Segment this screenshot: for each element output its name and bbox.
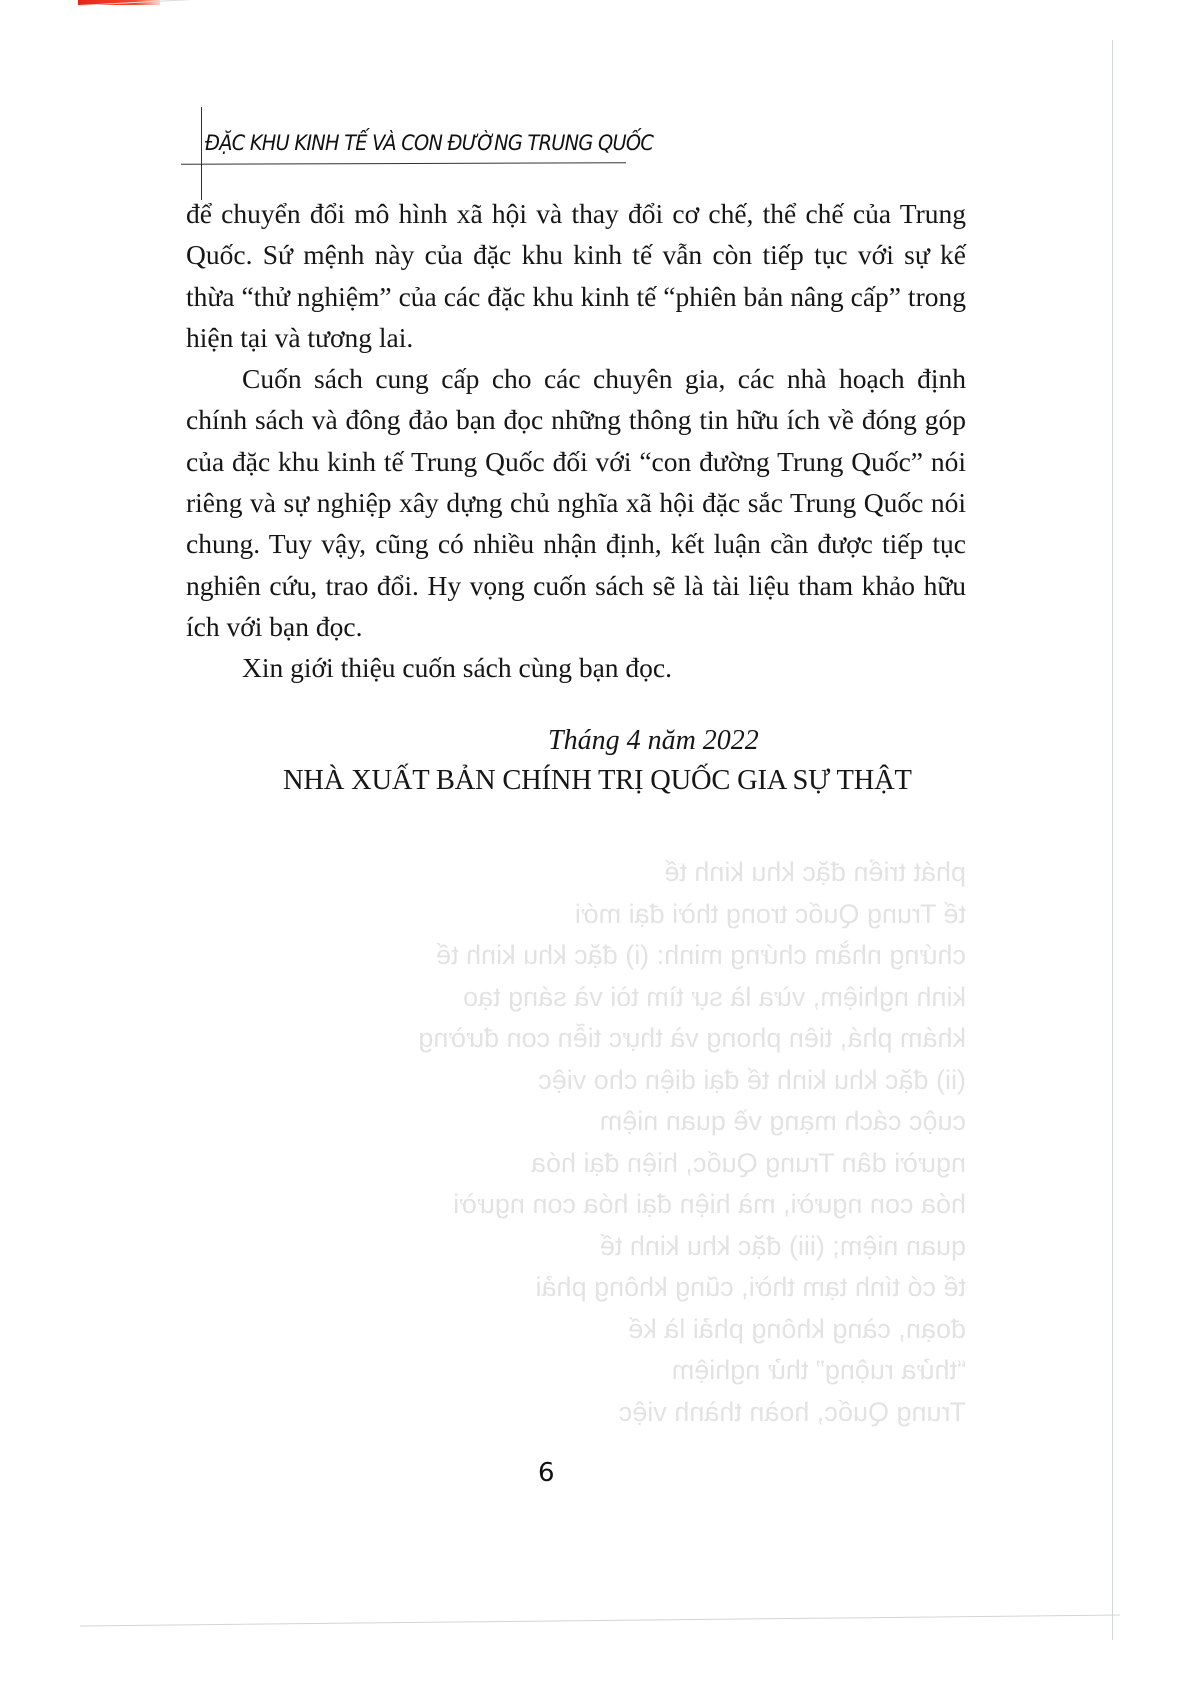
show-through-line: “thửa ruộng” thử nghiệm (671, 1355, 966, 1385)
show-through-line: (ii) đặc khu kinh tế đại diện cho việc (538, 1064, 966, 1095)
header-vertical-rule (201, 107, 202, 200)
body-text (186, 193, 966, 689)
show-through-line: tế Trung Quốc trong thời đại mới (574, 898, 966, 929)
signature-date: Tháng 4 năm 2022 (548, 725, 759, 756)
paragraph-closing: Xin giới thiệu cuốn sách cùng bạn đọc. (242, 652, 672, 684)
page-edge-bottom (80, 1615, 1120, 1627)
paragraph-continuation: để chuyển đổi mô hình xã hội và thay đổi cơ chế, thể chế của Trung Quốc. Sứ mệnh này của đặc khu kinh tế vẫn còn tiếp tục với sự kế thừa “thử nghiệm” của các đặc khu kinh tế “phiên bản nâng cấp” trong hiện tại và tương lai. (186, 198, 966, 353)
show-through-line: Trung Quốc, hoàn thành việc (618, 1396, 966, 1427)
show-through-line: khám phá, tiên phong và thực tiễn con đường (418, 1023, 966, 1053)
paragraph: Cuốn sách cung cấp cho các chuyên gia, các nhà hoạch định chính sách và đông đảo bạn đọc những thông tin hữu ích về đóng góp của đặc khu kinh tế Trung Quốc đối với “con đường Trung Quốc” nói riêng và sự nghiệp xây dựng chủ nghĩa xã hội đặc sắc Trung Quốc nói chung. Tuy vậy, cũng có nhiều nhận định, kết luận cần được tiếp tục nghiên cứu, trao đổi. Hy vọng cuốn sách sẽ là tài liệu tham khảo hữu ích với bạn đọc. (186, 363, 966, 642)
running-header: ĐẶC KHU KINH TẾ VÀ CON ĐƯỜNG TRUNG QUỐC (205, 131, 654, 155)
page-number: 6 (538, 1458, 555, 1488)
signature-publisher: NHÀ XUẤT BẢN CHÍNH TRỊ QUỐC GIA SỰ THẬT (283, 765, 912, 796)
show-through-line: đoạn, càng không phải là kế (628, 1313, 966, 1344)
show-through-text (186, 852, 966, 1433)
show-through-line: chứng nhằm chứng minh: (i) đặc khu kinh tế (436, 940, 966, 970)
show-through-line: hóa con người, mà hiện đại hóa con người (453, 1189, 966, 1219)
show-through-line: quan niệm; (iii) đặc khu kinh tế (599, 1230, 966, 1261)
show-through-line: phát triển đặc khu kinh tế (664, 857, 966, 887)
show-through-line: tế có tính tạm thời, cũng không phải (535, 1272, 966, 1302)
show-through-line: cuộc cách mạng về quan niệm (599, 1106, 966, 1136)
show-through-line: người dân Trung Quốc, hiện đại hóa (530, 1147, 966, 1178)
page-edge-right (1112, 40, 1113, 1640)
header-horizontal-rule (181, 162, 626, 165)
show-through-line: kinh nghiệm, vừa là sự tìm tòi và sáng tạo (463, 981, 966, 1012)
